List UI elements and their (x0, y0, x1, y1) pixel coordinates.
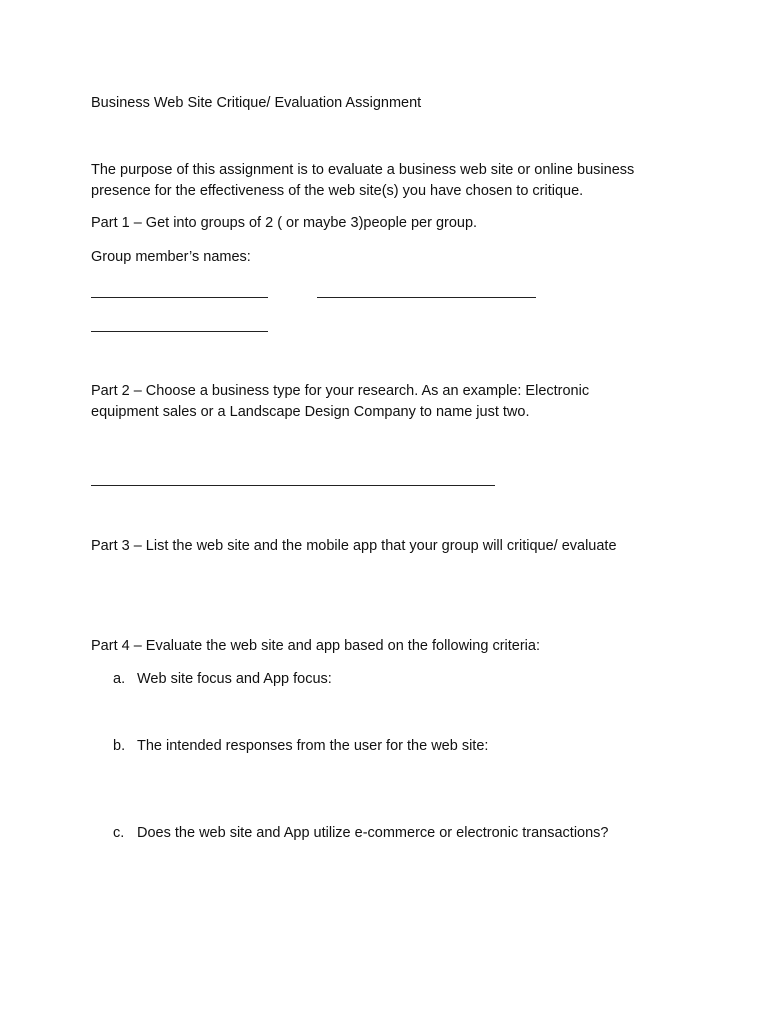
criteria-b-letter: b. (113, 738, 126, 754)
criteria-a-text: Web site focus and App focus: (137, 671, 332, 687)
criteria-c-letter: c. (113, 825, 125, 841)
criteria-b-text: The intended responses from the user for the web site: (137, 738, 489, 754)
part3-heading: Part 3 – List the web site and the mobile app that your group will critique/ evaluate (91, 538, 617, 554)
intro-line-1: The purpose of this assignment is to evaluate a business web site or online business (91, 162, 635, 178)
group-members-label: Group member’s names: (91, 249, 251, 265)
document-title: Business Web Site Critique/ Evaluation Assignment (91, 95, 422, 111)
business-type-blank[interactable] (91, 485, 495, 486)
part4-heading: Part 4 – Evaluate the web site and app based on the following criteria: (91, 638, 540, 654)
criteria-a-letter: a. (113, 671, 126, 687)
member-name-blank-3[interactable] (91, 331, 268, 332)
member-name-blank-1[interactable] (91, 297, 268, 298)
part1-heading: Part 1 – Get into groups of 2 ( or maybe 3)people per group. (91, 215, 478, 231)
intro-line-2: presence for the effectiveness of the web site(s) you have chosen to critique. (91, 183, 584, 199)
criteria-c-text: Does the web site and App utilize e-commerce or electronic transactions? (137, 825, 609, 841)
part2-line-1: Part 2 – Choose a business type for your research. As an example: Electronic (91, 383, 590, 399)
member-name-blank-2[interactable] (317, 297, 536, 298)
part2-line-2: equipment sales or a Landscape Design Company to name just two. (91, 404, 530, 420)
